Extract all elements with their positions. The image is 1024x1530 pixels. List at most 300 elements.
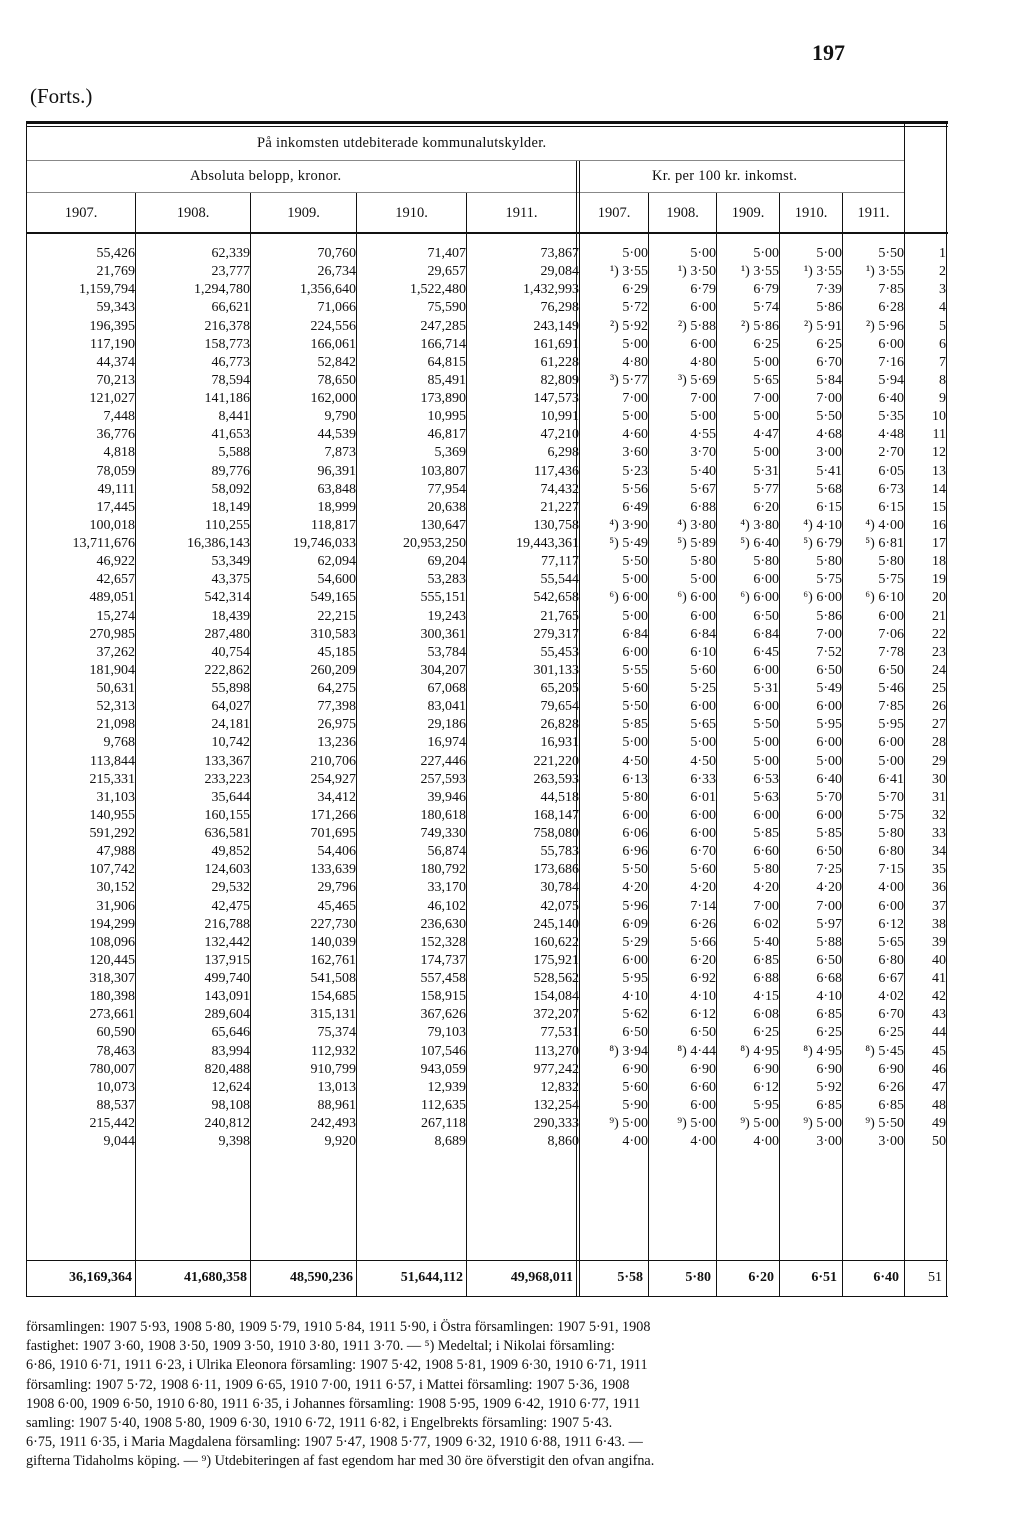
rate-cell: 4·20 <box>622 880 648 896</box>
rate-cell: 6·50 <box>753 608 779 624</box>
rate-cell: 5·40 <box>690 463 716 479</box>
year-header-rel-1910: 1910. <box>794 205 828 221</box>
divider-right <box>946 124 947 1296</box>
table-row <box>26 1061 946 1079</box>
rate-cell: ⁸) 4·95 <box>803 1043 842 1059</box>
rate-cell: 5·80 <box>622 789 648 805</box>
absolute-amount-cell: 47,210 <box>540 427 579 443</box>
rate-cell: 7·39 <box>816 282 842 298</box>
rate-cell: 5·75 <box>816 572 842 588</box>
rate-cell: 7·00 <box>816 898 842 914</box>
absolute-amount-cell: 20,638 <box>427 499 466 515</box>
absolute-amount-cell: 304,207 <box>420 662 466 678</box>
footnote-line: fastighet: 1907 3·60, 1908 3·50, 1909 3·50, 1910 3·80, 1911 3·70. — ⁵) Medeltal; i Nikolai församling: <box>26 1338 615 1355</box>
totals-1909: 48,590,236 <box>290 1270 353 1285</box>
rate-cell: 6·88 <box>690 499 716 515</box>
absolute-amount-cell: 29,186 <box>427 717 466 733</box>
absolute-amount-cell: 549,165 <box>310 590 356 606</box>
absolute-amount-cell: 30,152 <box>96 880 135 896</box>
absolute-amount-cell: 44,518 <box>540 789 579 805</box>
row-number: 50 <box>932 1134 946 1150</box>
rate-cell: 4·00 <box>878 880 904 896</box>
rate-cell: 5·80 <box>753 554 779 570</box>
table-body <box>26 245 946 1151</box>
rate-cell: 4·80 <box>690 354 716 370</box>
table-row <box>26 354 946 372</box>
rate-cell: 6·12 <box>690 1007 716 1023</box>
absolute-amount-cell: 77,531 <box>540 1025 579 1041</box>
row-number: 24 <box>932 662 946 678</box>
row-number: 11 <box>932 427 946 443</box>
absolute-amount-cell: 88,961 <box>317 1097 356 1113</box>
rate-cell: 6·06 <box>622 826 648 842</box>
table-row <box>26 299 946 317</box>
rate-cell: 6·90 <box>622 1061 648 1077</box>
rate-cell: 5·68 <box>816 481 842 497</box>
row-number: 2 <box>939 264 946 280</box>
absolute-amount-cell: 542,314 <box>204 590 250 606</box>
absolute-amount-cell: 79,103 <box>427 1025 466 1041</box>
row-number: 26 <box>932 699 946 715</box>
absolute-amount-cell: 161,691 <box>533 336 579 352</box>
row-number: 3 <box>939 282 946 298</box>
absolute-amount-cell: 7,448 <box>103 409 135 425</box>
rate-cell: ⁶) 6·00 <box>677 590 716 606</box>
rate-cell: 5·50 <box>816 409 842 425</box>
absolute-amount-cell: 279,317 <box>533 626 579 642</box>
absolute-amount-cell: 36,776 <box>96 427 135 443</box>
rate-cell: 6·80 <box>878 952 904 968</box>
table-row <box>26 716 946 734</box>
rate-cell: 6·28 <box>878 300 904 316</box>
rate-cell: 5·85 <box>622 717 648 733</box>
row-number: 48 <box>932 1097 946 1113</box>
totals-rel-1908: 5·80 <box>685 1270 711 1285</box>
rate-cell: 5·23 <box>622 463 648 479</box>
top-double-rule-2 <box>26 126 948 127</box>
absolute-amount-cell: 49,852 <box>211 844 250 860</box>
rate-cell: 5·00 <box>622 409 648 425</box>
absolute-amount-cell: 15,274 <box>96 608 135 624</box>
rate-cell: 6·85 <box>816 1097 842 1113</box>
rate-cell: 6·50 <box>690 1025 716 1041</box>
rate-cell: 4·02 <box>878 989 904 1005</box>
absolute-amount-cell: 133,639 <box>310 862 356 878</box>
absolute-amount-cell: 16,931 <box>540 735 579 751</box>
absolute-amount-cell: 29,657 <box>427 264 466 280</box>
absolute-amount-cell: 555,151 <box>420 590 466 606</box>
rate-cell: 6·00 <box>753 572 779 588</box>
absolute-amount-cell: 9,044 <box>103 1134 135 1150</box>
absolute-amount-cell: 44,539 <box>317 427 356 443</box>
absolute-amount-cell: 47,988 <box>96 844 135 860</box>
absolute-amount-cell: 152,328 <box>420 934 466 950</box>
table-row <box>26 336 946 354</box>
absolute-amount-cell: 300,361 <box>420 626 466 642</box>
absolute-amount-cell: 160,622 <box>533 934 579 950</box>
absolute-amount-cell: 194,299 <box>89 916 135 932</box>
absolute-amount-cell: 55,898 <box>211 681 250 697</box>
rate-cell: 4·10 <box>622 989 648 1005</box>
footnote-line: församlingen: 1907 5·93, 1908 5·80, 1909 5·79, 1910 5·84, 1911 5·90, i Östra församlingen: 1907 5·91, 1908 <box>26 1319 651 1335</box>
rate-cell: 6·12 <box>753 1079 779 1095</box>
footnote-line: samling: 1907 5·40, 1908 5·80, 1909 6·30, 1910 6·72, 1911 6·82, i Engelbrekts församling: 1907 5·43. <box>26 1415 613 1432</box>
rate-cell: 4·47 <box>753 427 779 443</box>
row-number: 14 <box>932 481 946 497</box>
absolute-amount-cell: 130,647 <box>420 517 466 533</box>
absolute-amount-cell: 12,939 <box>427 1079 466 1095</box>
absolute-amount-cell: 16,974 <box>427 735 466 751</box>
row-number: 38 <box>932 916 946 932</box>
table-row <box>26 426 946 444</box>
rate-cell: 3·70 <box>690 445 716 461</box>
table-row <box>26 825 946 843</box>
absolute-amount-cell: 42,657 <box>96 572 135 588</box>
rate-cell: 7·00 <box>753 391 779 407</box>
absolute-amount-cell: 120,445 <box>89 952 135 968</box>
rate-cell: 6·13 <box>622 771 648 787</box>
rate-cell: 5·74 <box>753 300 779 316</box>
absolute-amount-cell: 5,369 <box>434 445 466 461</box>
absolute-amount-cell: 21,765 <box>540 608 579 624</box>
absolute-amount-cell: 64,027 <box>211 699 250 715</box>
absolute-amount-cell: 173,890 <box>420 391 466 407</box>
rate-cell: 4·10 <box>690 989 716 1005</box>
absolute-amount-cell: 52,313 <box>96 699 135 715</box>
absolute-amount-cell: 29,796 <box>317 880 356 896</box>
absolute-amount-cell: 180,618 <box>420 807 466 823</box>
table-row <box>26 1024 946 1042</box>
table-row <box>26 753 946 771</box>
row-number: 40 <box>932 952 946 968</box>
rate-cell: ⁴) 3·80 <box>677 517 716 533</box>
absolute-amount-cell: 117,190 <box>90 336 135 352</box>
absolute-amount-cell: 162,761 <box>310 952 356 968</box>
row-number: 32 <box>932 807 946 823</box>
top-double-rule-1 <box>26 121 948 124</box>
table-row <box>26 734 946 752</box>
rate-cell: 7·52 <box>816 644 842 660</box>
rate-cell: 5·70 <box>816 789 842 805</box>
rate-cell: 6·00 <box>753 807 779 823</box>
rate-cell: 6·00 <box>878 898 904 914</box>
absolute-amount-cell: 29,084 <box>540 264 579 280</box>
rate-cell: ⁵) 6·81 <box>865 536 904 552</box>
rate-cell: 5·00 <box>690 246 716 262</box>
totals-1911: 49,968,011 <box>510 1270 573 1285</box>
rate-cell: 5·00 <box>690 735 716 751</box>
table-row <box>26 390 946 408</box>
absolute-amount-cell: 240,812 <box>204 1116 250 1132</box>
absolute-amount-cell: 35,644 <box>211 789 250 805</box>
rate-cell: 6·00 <box>622 807 648 823</box>
absolute-amount-cell: 19,443,361 <box>516 536 579 552</box>
rate-cell: 7·85 <box>878 282 904 298</box>
absolute-amount-cell: 158,773 <box>204 336 250 352</box>
absolute-amount-cell: 64,815 <box>427 354 466 370</box>
absolute-amount-cell: 367,626 <box>420 1007 466 1023</box>
row-number: 49 <box>932 1116 946 1132</box>
rate-cell: 5·80 <box>878 554 904 570</box>
absolute-amount-cell: 117,436 <box>534 463 579 479</box>
absolute-amount-cell: 121,027 <box>89 391 135 407</box>
absolute-amount-cell: 154,084 <box>533 989 579 1005</box>
absolute-amount-cell: 78,463 <box>96 1043 135 1059</box>
rate-cell: 4·20 <box>753 880 779 896</box>
rate-cell: 6·96 <box>622 844 648 860</box>
rate-cell: ⁵) 5·89 <box>677 536 716 552</box>
rate-cell: 5·50 <box>878 246 904 262</box>
absolute-amount-cell: 233,223 <box>204 771 250 787</box>
absolute-amount-cell: 137,915 <box>204 952 250 968</box>
rate-cell: 5·00 <box>753 735 779 751</box>
rate-cell: ¹) 3·55 <box>740 264 779 280</box>
row-number: 37 <box>932 898 946 914</box>
rate-cell: 5·62 <box>622 1007 648 1023</box>
rate-cell: 6·29 <box>622 282 648 298</box>
data-table <box>26 245 946 1151</box>
rate-cell: 6·50 <box>878 662 904 678</box>
row-number: 15 <box>932 499 946 515</box>
absolute-amount-cell: 22,215 <box>317 608 356 624</box>
totals-rel-1910: 6·51 <box>811 1270 837 1285</box>
rate-cell: 7·15 <box>878 862 904 878</box>
absolute-amount-cell: 46,102 <box>427 898 466 914</box>
row-number: 29 <box>932 753 946 769</box>
absolute-amount-cell: 61,228 <box>540 354 579 370</box>
absolute-amount-cell: 74,432 <box>540 481 579 497</box>
rate-cell: 6·85 <box>878 1097 904 1113</box>
row-number: 1 <box>939 246 946 262</box>
absolute-amount-cell: 301,133 <box>533 662 579 678</box>
absolute-amount-cell: 143,091 <box>204 989 250 1005</box>
row-number: 12 <box>932 445 946 461</box>
absolute-amount-cell: 118,817 <box>311 517 356 533</box>
rate-cell: 6·25 <box>753 1025 779 1041</box>
rate-cell: 2·70 <box>878 445 904 461</box>
rate-cell: 6·60 <box>690 1079 716 1095</box>
table-row <box>26 245 946 263</box>
row-number: 16 <box>932 517 946 533</box>
rate-cell: 5·50 <box>622 554 648 570</box>
rate-cell: 5·65 <box>878 934 904 950</box>
rate-cell: 4·00 <box>753 1134 779 1150</box>
absolute-amount-cell: 107,546 <box>420 1043 466 1059</box>
absolute-amount-cell: 63,848 <box>317 481 356 497</box>
absolute-amount-cell: 162,000 <box>310 391 356 407</box>
rate-cell: 5·60 <box>690 662 716 678</box>
row-number: 42 <box>932 989 946 1005</box>
year-header-rel-1907: 1907. <box>597 205 631 221</box>
rate-cell: 6·00 <box>690 1097 716 1113</box>
table-row <box>26 898 946 916</box>
absolute-amount-cell: 10,991 <box>540 409 579 425</box>
absolute-amount-cell: 910,799 <box>310 1061 356 1077</box>
rate-cell: 4·50 <box>622 753 648 769</box>
rate-cell: ⁹) 5·00 <box>740 1116 779 1132</box>
rate-cell: 4·68 <box>816 427 842 443</box>
absolute-amount-cell: 636,581 <box>204 826 250 842</box>
rate-cell: 6·80 <box>878 844 904 860</box>
absolute-amount-cell: 180,792 <box>420 862 466 878</box>
rate-cell: 6·40 <box>878 391 904 407</box>
absolute-amount-cell: 263,593 <box>533 771 579 787</box>
rate-cell: 5·75 <box>878 572 904 588</box>
table-row <box>26 1006 946 1024</box>
absolute-amount-cell: 216,378 <box>204 318 250 334</box>
rate-cell: 7·25 <box>816 862 842 878</box>
rate-cell: 6·00 <box>690 826 716 842</box>
rate-cell: 6·50 <box>816 952 842 968</box>
footnote-line: 6·86, 1910 6·71, 1911 6·23, i Ulrika Eleonora församling: 1907 5·42, 1908 5·81, 1909 6·30, 1910 6·71, 1911 <box>26 1357 648 1374</box>
year-header-rel-1908: 1908. <box>666 205 699 221</box>
rate-cell: 6·79 <box>690 282 716 298</box>
absolute-amount-cell: 9,920 <box>324 1134 356 1150</box>
row-number: 22 <box>932 626 946 642</box>
absolute-amount-cell: 174,737 <box>420 952 466 968</box>
rate-cell: 3·00 <box>816 1134 842 1150</box>
table-title: På inkomsten utdebiterade kommunalutskylder. <box>257 135 547 151</box>
absolute-amount-cell: 541,508 <box>310 971 356 987</box>
rate-cell: ³) 5·69 <box>677 372 716 388</box>
absolute-amount-cell: 13,711,676 <box>72 536 135 552</box>
rate-cell: 6·85 <box>816 1007 842 1023</box>
rate-cell: 6·70 <box>690 844 716 860</box>
rate-cell: 6·25 <box>878 1025 904 1041</box>
rate-cell: 6·67 <box>878 971 904 987</box>
absolute-amount-cell: 33,170 <box>427 880 466 896</box>
absolute-amount-cell: 37,262 <box>96 644 135 660</box>
year-header-abs-1907: 1907. <box>64 205 98 221</box>
rate-cell: 5·55 <box>622 662 648 678</box>
table-row <box>26 789 946 807</box>
absolute-amount-cell: 58,092 <box>211 481 250 497</box>
rate-cell: 6·92 <box>690 971 716 987</box>
absolute-amount-cell: 977,242 <box>533 1061 579 1077</box>
absolute-amount-cell: 113,844 <box>90 753 135 769</box>
table-row <box>26 444 946 462</box>
rate-cell: ⁴) 4·10 <box>803 517 842 533</box>
absolute-amount-cell: 70,213 <box>96 372 135 388</box>
totals-rel-1911: 6·40 <box>873 1270 899 1285</box>
absolute-amount-cell: 168,147 <box>533 807 579 823</box>
absolute-amount-cell: 112,635 <box>421 1097 466 1113</box>
absolute-amount-cell: 18,439 <box>211 608 250 624</box>
rate-cell: 6·90 <box>690 1061 716 1077</box>
absolute-amount-cell: 77,398 <box>317 699 356 715</box>
rate-cell: 6·25 <box>753 336 779 352</box>
rate-cell: 4·00 <box>622 1134 648 1150</box>
absolute-amount-cell: 236,630 <box>420 916 466 932</box>
table-row <box>26 372 946 390</box>
absolute-amount-cell: 64,275 <box>317 681 356 697</box>
absolute-amount-cell: 20,953,250 <box>403 536 466 552</box>
row-number: 43 <box>932 1007 946 1023</box>
absolute-amount-cell: 46,817 <box>427 427 466 443</box>
rate-cell: 6·49 <box>622 499 648 515</box>
rate-cell: 5·95 <box>816 717 842 733</box>
absolute-amount-cell: 542,658 <box>533 590 579 606</box>
rate-cell: 4·20 <box>690 880 716 896</box>
rate-cell: 6·10 <box>690 644 716 660</box>
rate-cell: 4·60 <box>622 427 648 443</box>
absolute-amount-cell: 55,783 <box>540 844 579 860</box>
absolute-amount-cell: 254,927 <box>310 771 356 787</box>
footnote-line: 1908 6·00, 1909 6·50, 1910 6·80, 1911 6·35, i Johannes församling: 1908 5·95, 1909 6·42, 1910 6·77, 1911 <box>26 1395 641 1412</box>
table-row <box>26 843 946 861</box>
absolute-amount-cell: 53,349 <box>211 554 250 570</box>
rate-cell: 4·80 <box>622 354 648 370</box>
absolute-amount-cell: 16,386,143 <box>187 536 250 552</box>
rate-cell: 6·20 <box>690 952 716 968</box>
table-row <box>26 952 946 970</box>
absolute-amount-cell: 46,922 <box>96 554 135 570</box>
absolute-amount-cell: 260,209 <box>310 662 356 678</box>
absolute-amount-cell: 780,007 <box>89 1061 135 1077</box>
row-number: 33 <box>932 826 946 842</box>
row-number: 30 <box>932 771 946 787</box>
rate-cell: 5·00 <box>622 735 648 751</box>
rate-cell: 5·63 <box>753 789 779 805</box>
totals-rel-1909: 6·20 <box>748 1270 774 1285</box>
totals-1910: 51,644,112 <box>400 1270 463 1285</box>
table-row <box>26 463 946 481</box>
table-row <box>26 318 946 336</box>
table-row <box>26 553 946 571</box>
absolute-amount-cell: 21,098 <box>96 717 135 733</box>
absolute-amount-cell: 221,220 <box>533 753 579 769</box>
rate-cell: 6·88 <box>753 971 779 987</box>
header-under-title <box>26 160 904 161</box>
absolute-amount-cell: 29,532 <box>211 880 250 896</box>
absolute-amount-cell: 215,442 <box>89 1116 135 1132</box>
rate-cell: 5·60 <box>690 862 716 878</box>
rate-cell: 5·00 <box>878 753 904 769</box>
rate-cell: ²) 5·88 <box>677 318 716 334</box>
rate-cell: 5·88 <box>816 934 842 950</box>
totals-top-rule <box>26 1260 948 1261</box>
header-under-groups <box>26 192 904 193</box>
rate-cell: 4·15 <box>753 989 779 1005</box>
absolute-amount-cell: 267,118 <box>421 1116 466 1132</box>
rate-cell: 6·00 <box>753 662 779 678</box>
rate-cell: 6·15 <box>878 499 904 515</box>
absolute-amount-cell: 557,458 <box>420 971 466 987</box>
absolute-amount-cell: 110,255 <box>205 517 250 533</box>
table-row <box>26 1115 946 1133</box>
rate-cell: 6·25 <box>816 336 842 352</box>
rate-cell: ⁴) 4·00 <box>865 517 904 533</box>
absolute-amount-cell: 78,594 <box>211 372 250 388</box>
absolute-amount-cell: 210,706 <box>310 753 356 769</box>
rate-cell: ¹) 3·50 <box>677 264 716 280</box>
absolute-amount-cell: 1,432,993 <box>523 282 579 298</box>
table-row <box>26 589 946 607</box>
rate-cell: 6·00 <box>878 735 904 751</box>
rate-cell: 5·92 <box>816 1079 842 1095</box>
rate-cell: ⁹) 5·00 <box>677 1116 716 1132</box>
absolute-amount-cell: 52,842 <box>317 354 356 370</box>
absolute-amount-cell: 82,809 <box>540 372 579 388</box>
absolute-amount-cell: 60,590 <box>96 1025 135 1041</box>
absolute-amount-cell: 499,740 <box>204 971 250 987</box>
absolute-amount-cell: 66,621 <box>211 300 250 316</box>
rate-cell: 6·50 <box>816 844 842 860</box>
rate-cell: 6·26 <box>690 916 716 932</box>
rate-cell: 5·60 <box>622 681 648 697</box>
absolute-amount-cell: 113,270 <box>534 1043 579 1059</box>
rate-cell: 5·72 <box>622 300 648 316</box>
